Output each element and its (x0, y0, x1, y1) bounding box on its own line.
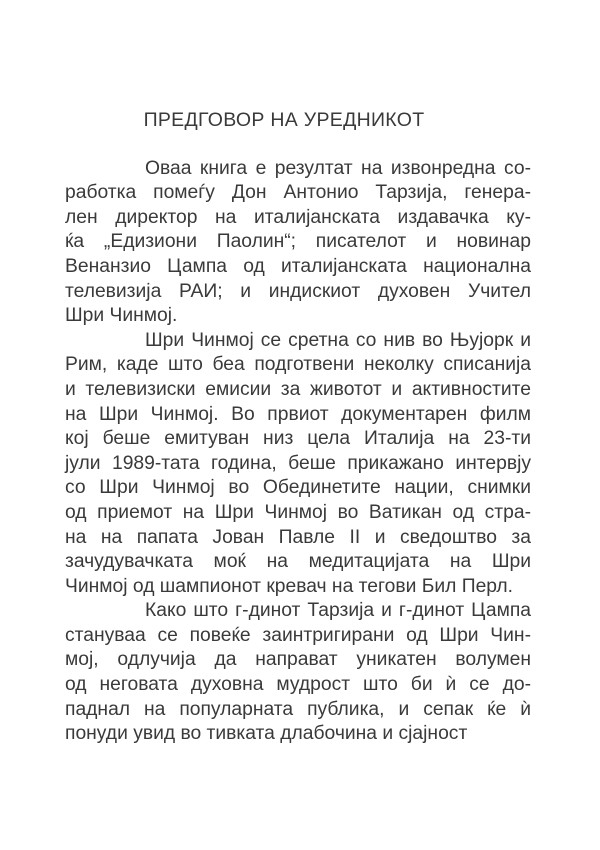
text-line: и телевизиски емисии за животот и активностите (65, 378, 531, 400)
text-line: ќа „Едизиони Паолин“; писателот и новинар (65, 231, 531, 253)
text-line: зачудувачката моќ на медитацијата на Шри (65, 551, 531, 573)
text-line: телевизија РАИ; и индискиот духовен Учител (65, 280, 531, 302)
text-line: понуди увид во тивката длабочина и сјајност (65, 723, 468, 745)
text-line: Како што г-динот Тарзија и г-динот Цампа (145, 600, 531, 622)
text-line: лен директор на италијанската издавачка ку- (65, 206, 531, 228)
text-line: од приемот на Шри Чинмој во Ватикан од стра- (65, 501, 531, 523)
text-line: работка помеѓу Дон Антонио Тарзија, генера- (65, 182, 531, 204)
text-line: мој, одлучија да направат уникатен волумен (65, 649, 531, 671)
page-title: ПРЕДГОВОР НА УРЕДНИКОТ (143, 109, 425, 131)
text-line: Шри Чинмој. (65, 305, 178, 327)
text-line: на Шри Чинмој. Во првиот документарен филм (65, 403, 531, 425)
text-line: на на папата Јован Павле II и сведоштво за (65, 526, 531, 548)
text-line: Венанзио Цампа од италијанската национална (65, 255, 531, 277)
text-line: јули 1989-тата година, беше прикажано интервју (65, 452, 531, 474)
text-line: од неговата духовна мудрост што би ѝ се до- (65, 674, 531, 696)
text-line: кој беше емитуван низ цела Италија на 23-ти (65, 428, 531, 450)
text-block (65, 0, 531, 747)
text-line: со Шри Чинмој во Обединетите нации, снимки (65, 477, 531, 499)
text-line: Рим, каде што беа подготвени неколку списанија (65, 354, 531, 376)
text-line: стануваа се повеќе заинтригирани од Шри Чин- (65, 624, 531, 646)
text-line: паднал на популарната публика, и сепак ќе ѝ (65, 698, 531, 720)
text-line: Оваа книга е резултат на извонредна со- (145, 157, 531, 179)
text-line: Чинмој од шампионот кревач на тегови Бил Перл. (65, 575, 513, 597)
text-line: Шри Чинмој се сретна со нив во Њујорк и (145, 329, 531, 351)
paragraphs-container (65, 157, 531, 747)
